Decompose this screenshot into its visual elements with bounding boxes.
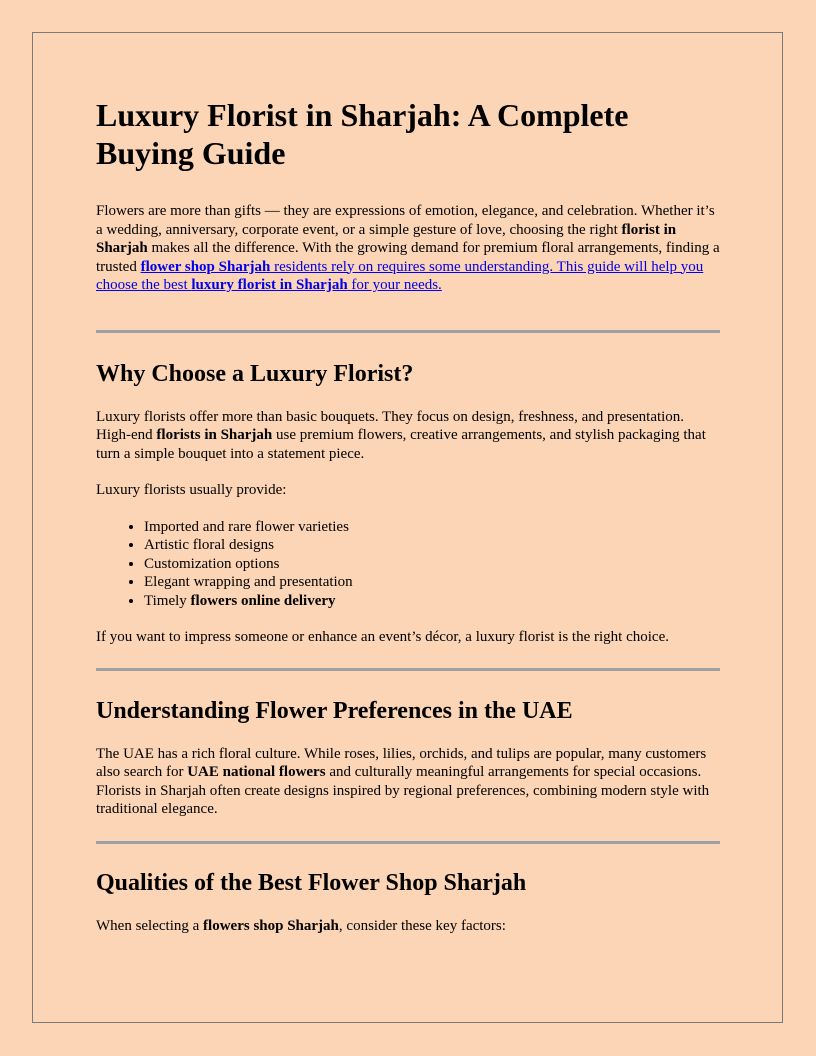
provides-intro: Luxury florists usually provide:	[96, 482, 287, 498]
link-bold-text: luxury florist in Sharjah	[191, 277, 348, 293]
body-text: use premium flowers, creative arrangements, and stylish packaging that turn a simple bouquet into a statement piece.	[96, 427, 706, 462]
section-heading-qualities: Qualities of the Best Flower Shop Sharjah	[96, 869, 527, 896]
intro-text: Flowers are more than gifts — they are expressions of emotion, elegance, and celebration. Whether it’s a wedding, anniversary, corporate event, or a simple gesture of love, choosing the right	[96, 203, 715, 238]
bold-text: flowers shop Sharjah	[203, 917, 339, 934]
list-item: • Imported and rare flower varieties	[144, 518, 720, 537]
flower-shop-link[interactable]	[96, 259, 703, 294]
list-item	[144, 592, 720, 611]
uae-paragraph	[96, 745, 720, 819]
list-item: • Elegant wrapping and presentation	[144, 573, 720, 592]
bold-text: UAE national flowers	[187, 764, 326, 780]
list-item: • Customization options	[144, 555, 720, 574]
link-text: for your needs.	[347, 277, 442, 293]
list-item: • Artistic floral designs	[144, 536, 720, 555]
body-text: Luxury florists offer more than basic bouquets. They focus on design, freshness, and presentation. High-end	[96, 408, 685, 443]
bold-text: florists in Sharjah	[156, 427, 273, 443]
list-item-text: Timely	[144, 592, 191, 609]
body-text: The UAE has a rich floral culture. While roses, lilies, orchids, and tulips are popular, many customers also search for	[96, 745, 707, 780]
section-heading-why-luxury: Why Choose a Luxury Florist?	[96, 360, 414, 387]
page-title: Luxury Florist in Sharjah: A Complete Buying Guide	[96, 97, 629, 171]
document-body	[96, 96, 720, 935]
link-text: residents rely on requires some understanding. This guide will help you choose the best	[96, 258, 704, 293]
intro-paragraph	[96, 202, 720, 295]
list-item-bold: flowers online delivery	[190, 592, 336, 609]
body-text: When selecting a	[96, 917, 204, 934]
why-luxury-paragraph	[96, 408, 720, 464]
body-text: and culturally meaningful arrangements for special occasions. Florists in Sharjah often create designs inspired by regional preferences, combining modern style with traditional elegance.	[96, 764, 710, 817]
link-bold-text: flower shop Sharjah	[140, 258, 271, 275]
section-heading-uae-preferences: Understanding Flower Preferences in the UAE	[96, 697, 573, 724]
intro-text: makes all the difference. With the growing demand for premium floral arrangements, finding a trusted	[96, 240, 720, 275]
qualities-paragraph	[96, 917, 720, 936]
intro-bold-text: florist in Sharjah	[96, 221, 677, 256]
features-list	[96, 518, 720, 611]
luxury-conclusion: If you want to impress someone or enhance an event’s décor, a luxury florist is the right choice.	[96, 629, 669, 645]
body-text: , consider these key factors:	[338, 917, 506, 934]
